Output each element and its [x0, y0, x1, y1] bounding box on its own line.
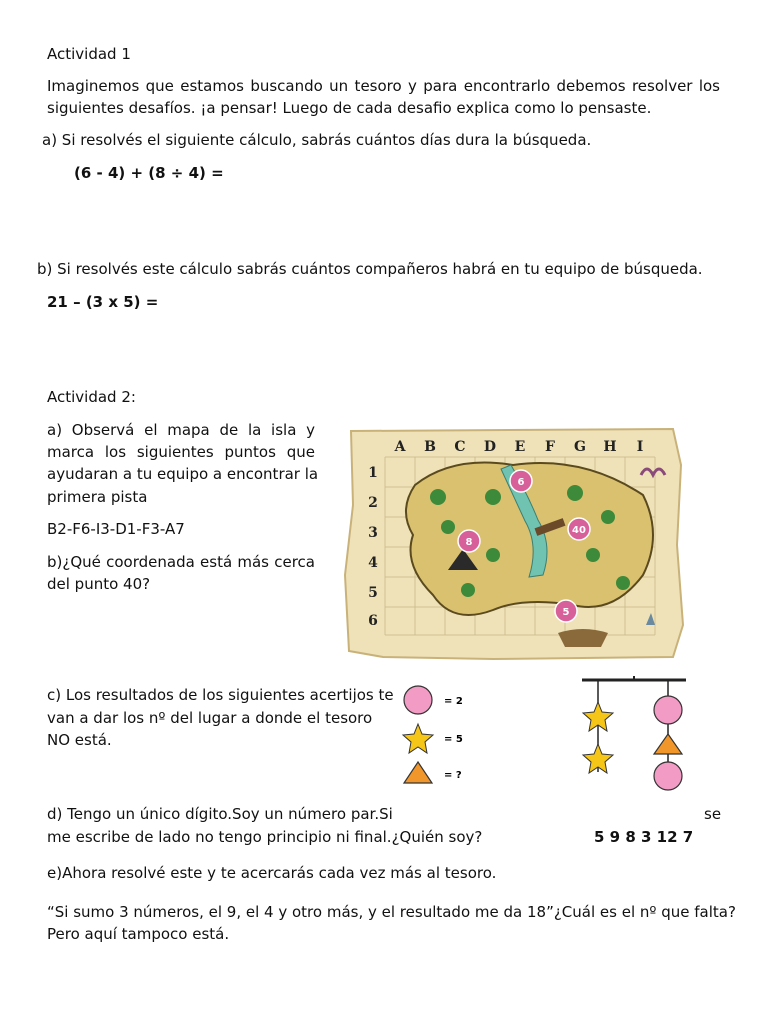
map-column-label: F	[545, 439, 555, 455]
activity-1-calc-a: (6 - 4) + (8 ÷ 4) =	[74, 164, 224, 182]
map-row-label: 1	[368, 465, 378, 481]
activity-2-d-line-1: d) Tengo un único dígito.Soy un número par.Si	[47, 805, 393, 823]
activity-1-intro-line-2: siguientes desafíos. ¡a pensar! Luego de cada desafio explica como lo pensaste.	[47, 99, 652, 117]
map-row-label: 3	[368, 525, 378, 541]
map-marker-label: 40	[572, 525, 586, 536]
activity-2-a-line-2: marca los siguientes puntos que	[47, 443, 315, 461]
activity-2-e-text: e)Ahora resolvé este y te acercarás cada vez más al tesoro.	[47, 864, 497, 882]
star-value: = 5	[444, 734, 463, 745]
map-column-label: H	[603, 439, 617, 455]
activity-2-a-line-3: ayudaran a tu equipo a encontrar la	[47, 465, 319, 483]
activity-2-points: B2-F6-I3-D1-F3-A7	[47, 520, 185, 538]
map-marker-label: 8	[465, 537, 473, 548]
map-column-label: B	[424, 439, 436, 455]
activity-2-d-line-2: me escribe de lado no tengo principio ni final.¿Quién soy?	[47, 828, 483, 846]
map-row-label: 4	[368, 555, 378, 571]
activity-2-c-line-1: c) Los resultados de los siguientes acertijos te	[47, 686, 394, 704]
circle-icon	[654, 696, 682, 724]
shape-legend	[398, 680, 478, 790]
circle-icon	[654, 762, 682, 790]
map-column-label: I	[636, 439, 644, 455]
activity-1-question-b: b) Si resolvés este cálculo sabrás cuántos compañeros habrá en tu equipo de búsqueda.	[37, 260, 703, 278]
activity-2-title: Actividad 2:	[47, 388, 136, 406]
map-row-label: 6	[368, 613, 378, 629]
activity-2-a-line-1: a) Observá el mapa de la isla y	[47, 421, 315, 439]
activity-2-quote-line-2: Pero aquí tampoco está.	[47, 925, 230, 943]
activity-2-quote-line-1: “Si sumo 3 números, el 9, el 4 y otro más, y el resultado me da 18”¿Cuál es el nº que falta?	[47, 903, 736, 921]
activity-2-d-line-1-end: se	[704, 805, 722, 823]
star-icon	[403, 724, 433, 753]
activity-2-b-line-1: b)¿Qué coordenada está más cerca	[47, 553, 315, 571]
circle-value: = 2	[444, 696, 463, 707]
activity-2-c-line-2: van a dar los nº del lugar a donde el tesoro	[47, 709, 373, 727]
map-column-label: A	[394, 439, 406, 455]
map-column-label: G	[574, 439, 586, 455]
treasure-map	[343, 425, 685, 662]
map-column-label: C	[454, 439, 466, 455]
activity-2-b-line-2: del punto 40?	[47, 575, 151, 593]
activity-1-title: Actividad 1	[47, 45, 131, 63]
activity-1-question-a: a) Si resolvés el siguiente cálculo, sabrás cuántos días dura la búsqueda.	[42, 131, 592, 149]
activity-1-calc-b: 21 – (3 x 5) =	[47, 293, 159, 311]
triangle-icon	[404, 762, 432, 783]
map-row-label: 2	[368, 495, 378, 511]
map-marker-label: 5	[562, 607, 570, 618]
activity-2-a-line-4: primera pista	[47, 488, 148, 506]
activity-1-intro-line-1: Imaginemos que estamos buscando un tesoro y para encontrarlo debemos resolver los	[47, 77, 720, 95]
triangle-icon	[654, 734, 682, 754]
map-marker-label: 6	[517, 477, 525, 488]
activity-2-d-number-options: 5 9 8 3 12 7	[594, 828, 694, 846]
map-column-label: E	[514, 439, 526, 455]
triangle-value: = ?	[444, 770, 462, 781]
activity-2-c-line-3: NO está.	[47, 731, 112, 749]
map-row-label: 5	[368, 585, 378, 601]
balance-mobile	[578, 672, 690, 802]
pirate-ship	[558, 629, 608, 647]
circle-icon	[404, 686, 432, 714]
map-column-label: D	[483, 439, 497, 455]
